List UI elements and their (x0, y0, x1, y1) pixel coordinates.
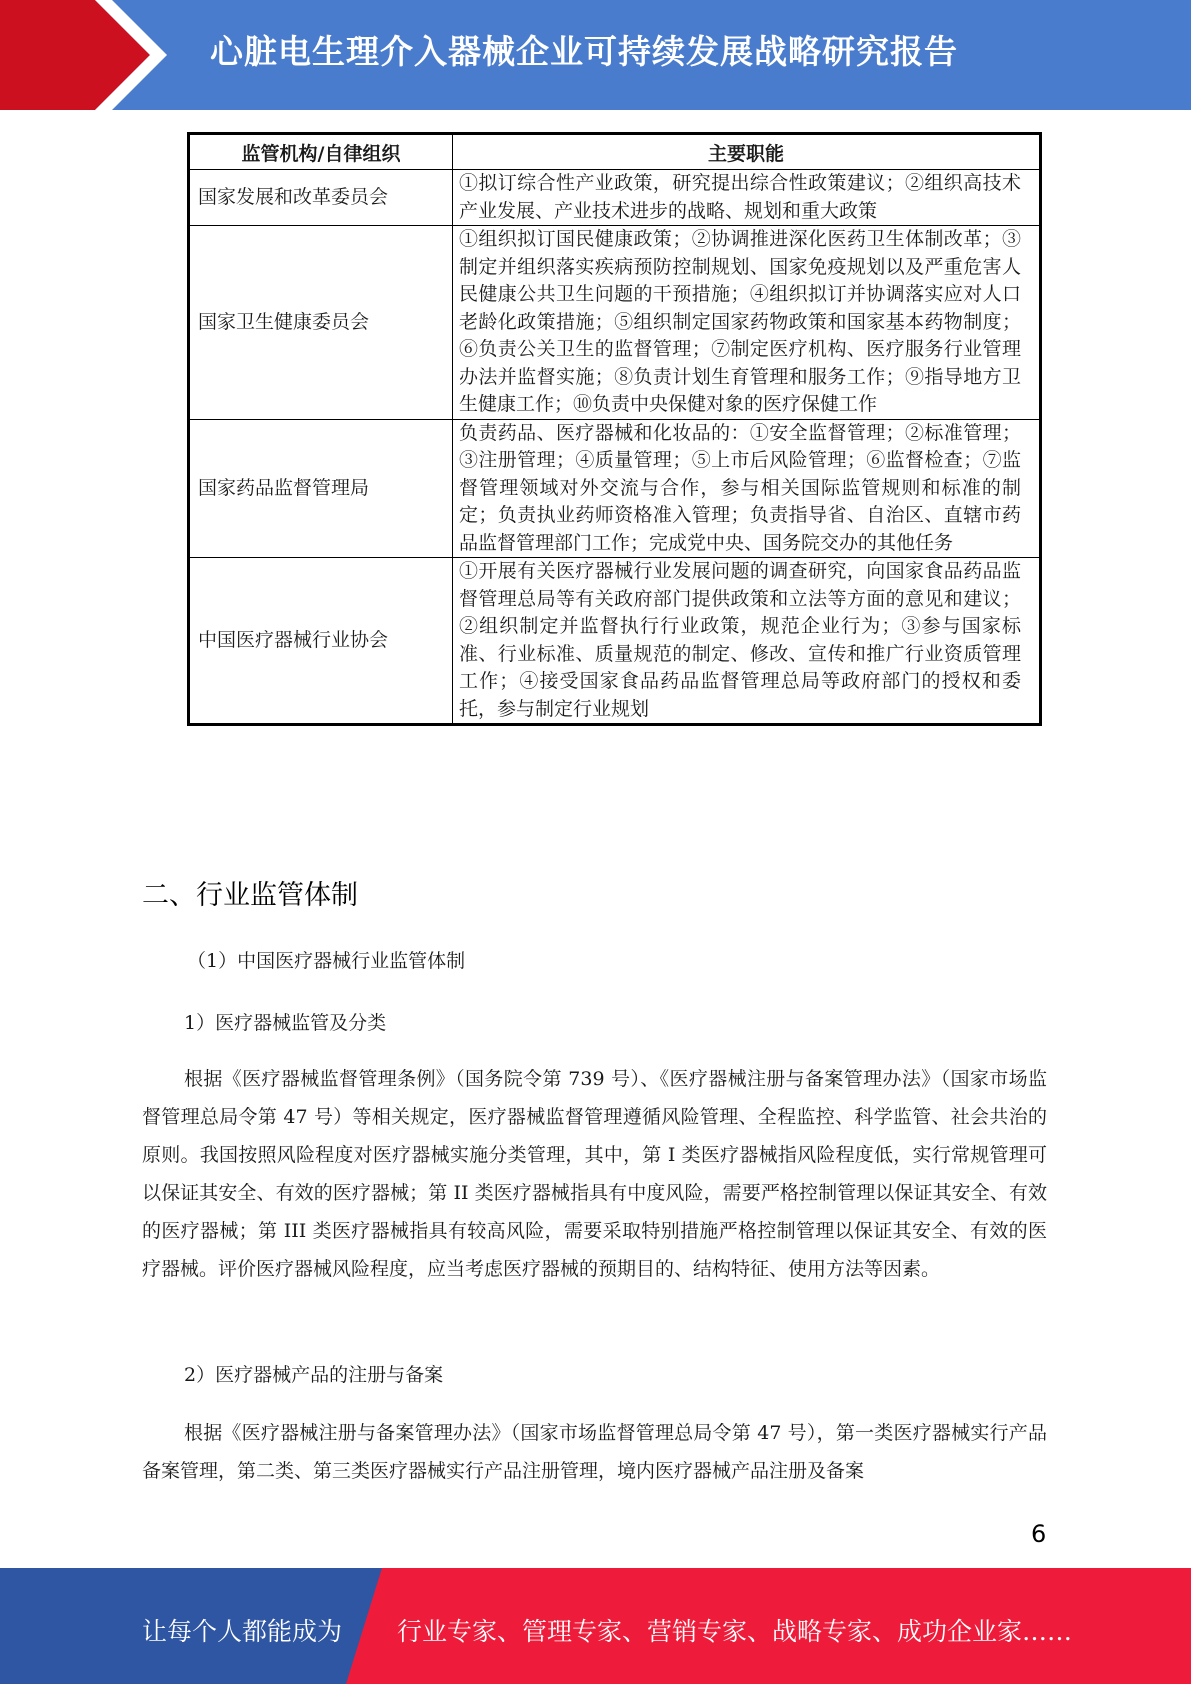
footer-slogan-right: 行业专家、管理专家、营销专家、战略专家、成功企业家…… (397, 1617, 1073, 1646)
page-footer (0, 1568, 1191, 1684)
page-number: 6 (1031, 1520, 1047, 1548)
footer-slogan-left: 让每个人都能成为 (142, 1617, 343, 1646)
table-row (189, 419, 1041, 558)
report-title: 心脏电生理介入器械企业可持续发展战略研究报告 (210, 32, 958, 71)
body-paragraph: 根据《医疗器械注册与备案管理办法》（国家市场监督管理总局令第 47 号），第一类医疗器械实行产品备案管理，第二类、第三类医疗器械实行产品注册管理，境内医疗器械产品注册及备案 (142, 1422, 1047, 1482)
table-row (189, 226, 1041, 420)
header-chevron-decoration (0, 0, 240, 110)
org-cell: 国家药品监督管理局 (189, 419, 453, 558)
org-cell: 国家发展和改革委员会 (189, 170, 453, 226)
subsection-title: （1）中国医疗器械行业监管体制 (187, 950, 466, 972)
table-row (189, 170, 1041, 226)
column-header-org: 监管机构/自律组织 (189, 134, 453, 170)
section-heading: 二、行业监管体制 (142, 880, 358, 911)
org-cell: 中国医疗器械行业协会 (189, 558, 453, 725)
page-header (0, 0, 1191, 110)
table-header-row (189, 134, 1041, 170)
table-row (189, 558, 1041, 725)
body-paragraph: 根据《医疗器械监督管理条例》（国务院令第 739 号）、《医疗器械注册与备案管理办法》（国家市场监督管理总局令第 47 号）等相关规定，医疗器械监督管理遵循风险管理、全程监控、科学监管、社会共治的原则。我国按照风险程度对医疗器械实施分类管理，其中，第 I 类医疗器械指风险程度低，实行常规管理可以保证其安全、有效的医疗器械；第 II 类医疗器械指具有中度风险，需要严格控制管理以保证其安全、有效的医疗器械；第 III 类医疗器械指具有较高风险，需要采取特别措施严格控制管理以保证其安全、有效的医疗器械。评价医疗器械风险程度，应当考虑医疗器械的预期目的、结构特征、使用方法等因素。 (142, 1068, 1047, 1280)
duty-cell: ①组织拟订国民健康政策；②协调推进深化医药卫生体制改革；③制定并组织落实疾病预防控制规划、国家免疫规划以及严重危害人民健康公共卫生问题的干预措施；④组织拟订并协调落实应对人口老龄化政策措施；⑤组织制定国家药物政策和国家基本药物制度；⑥负责公关卫生的监督管理；⑦制定医疗机构、医疗服务行业管理办法并监督实施；⑧负责计划生育管理和服务工作；⑨指导地方卫生健康工作；⑩负责中央保健对象的医疗保健工作 (453, 226, 1041, 420)
subsection-title: 1）医疗器械监管及分类 (184, 1012, 387, 1034)
duty-cell: ①拟订综合性产业政策，研究提出综合性政策建议；②组织高技术产业发展、产业技术进步的战略、规划和重大政策 (453, 170, 1041, 226)
duty-cell: ①开展有关医疗器械行业发展问题的调查研究，向国家食品药品监督管理总局等有关政府部门提供政策和立法等方面的意见和建议；②组织制定并监督执行行业政策，规范企业行为；③参与国家标准、行业标准、质量规范的制定、修改、宣传和推广行业资质管理工作；④接受国家食品药品监督管理总局等政府部门的授权和委托，参与制定行业规划 (453, 558, 1041, 725)
org-cell: 国家卫生健康委员会 (189, 226, 453, 420)
subsection-title: 2）医疗器械产品的注册与备案 (184, 1364, 444, 1386)
regulator-table (187, 132, 1042, 726)
duty-cell: 负责药品、医疗器械和化妆品的：①安全监督管理；②标准管理；③注册管理；④质量管理；⑤上市后风险管理；⑥监督检查；⑦监督管理领域对外交流与合作，参与相关国际监管规则和标准的制定；负责执业药师资格准入管理；负责指导省、自治区、直辖市药品监督管理部门工作；完成党中央、国务院交办的其他任务 (453, 419, 1041, 558)
column-header-duty: 主要职能 (453, 134, 1041, 170)
